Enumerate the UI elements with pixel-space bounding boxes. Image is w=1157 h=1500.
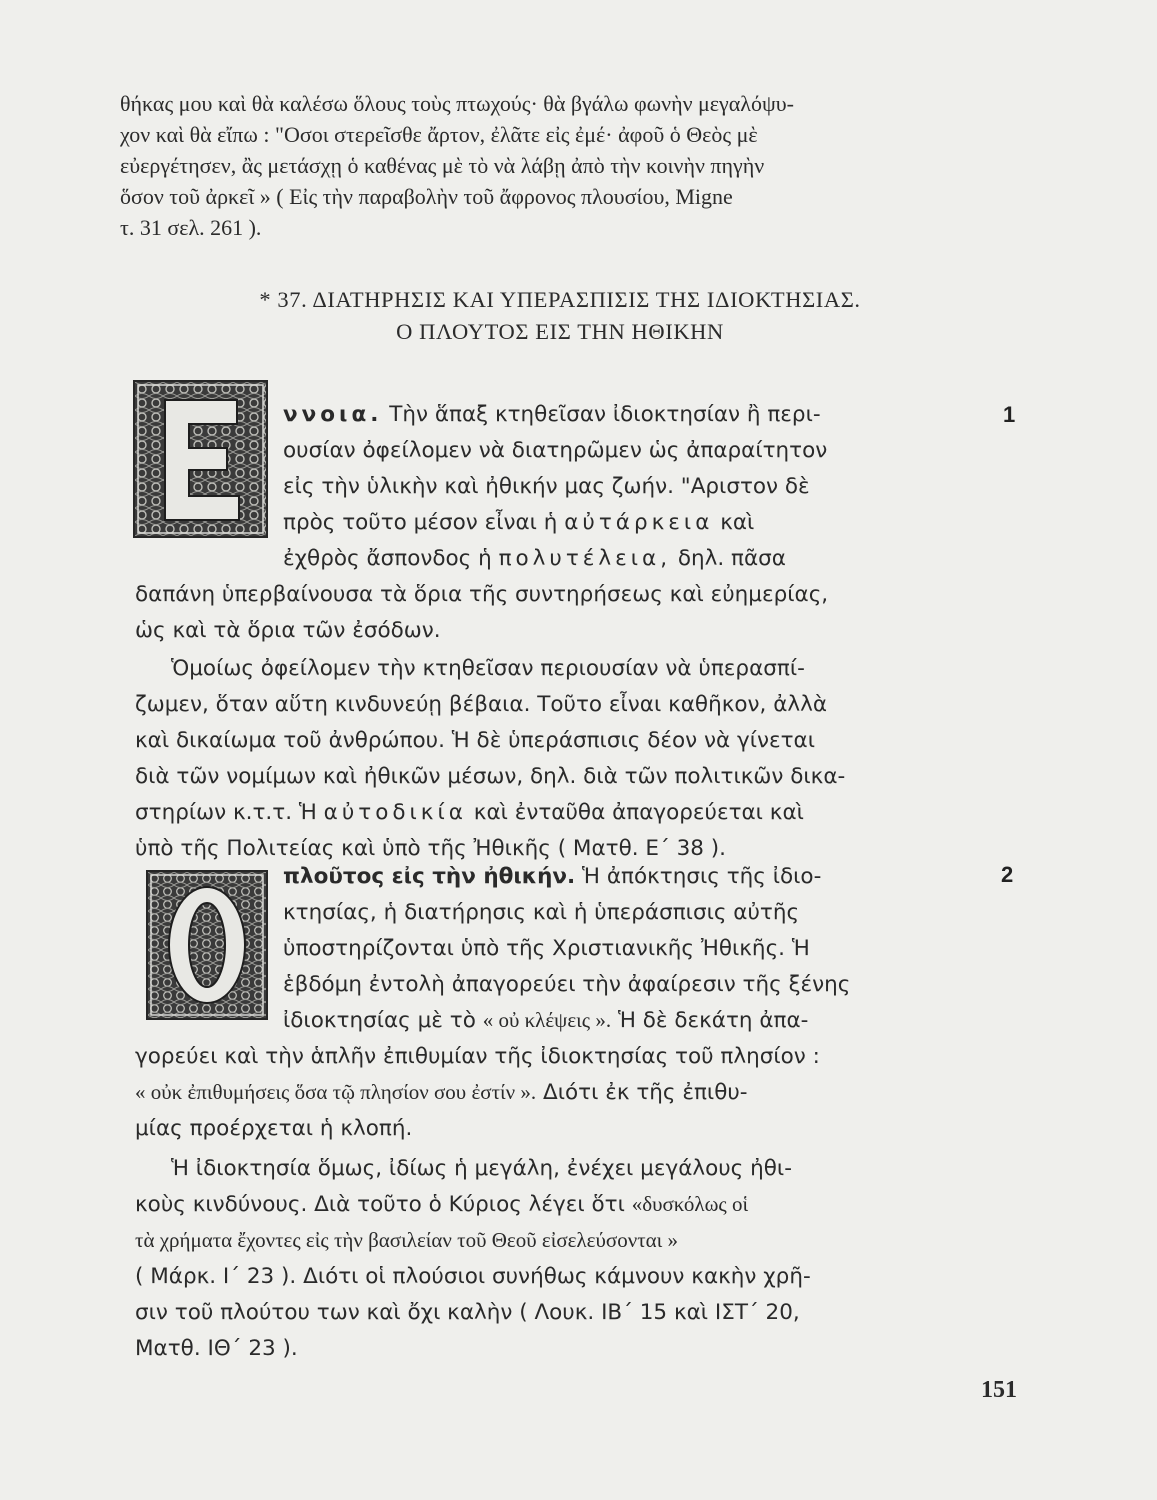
intro-line: ὅσον τοῦ ἀρκεῖ » ( Εἰς τὴν παραβολὴν τοῦ ἄφρονος πλουσίου, Migne	[120, 184, 733, 209]
para3-lead: πλοῦτος εἰς τὴν ἠθικήν.	[283, 864, 576, 889]
para3-line2: κτησίας, ἡ διατήρησις καὶ ἡ ὑπεράσπισις αὐτῆς	[283, 900, 800, 925]
dropcap-o-ornament	[146, 870, 268, 1020]
para4-line2	[135, 1192, 748, 1217]
para1-line6: δαπάνη ὑπερβαίνουσα τὰ ὅρια τῆς συντηρήσεως καὶ εὐημερίας,	[135, 582, 829, 607]
para1-line5-c: δηλ. πᾶσα	[671, 546, 786, 571]
page-number: 151	[981, 1377, 1017, 1403]
para3-line3: ὑποστηρίζονται ὑπὸ τῆς Χριστιανικῆς Ἠθικῆς. Ἡ	[283, 936, 810, 961]
para2-line6: ὑπὸ τῆς Πολιτείας καὶ ὑπὸ τῆς Ἠθικῆς ( Ματθ. Ε΄ 38 ).	[135, 836, 726, 861]
section-heading-line2: Ο ΠΛΟΥΤΟΣ ΕΙΣ ΤΗΝ ΗΘΙΚΗΝ	[396, 319, 724, 344]
margin-number-1: 1	[1003, 402, 1016, 427]
para2-line5-c: καὶ ἐνταῦθα ἀπαγορεύεται καὶ	[466, 800, 804, 825]
section-heading	[140, 284, 980, 348]
para3-line5-a: ἰδιοκτησίας μὲ τὸ	[283, 1008, 483, 1033]
intro-line: εὐεργέτησεν, ἂς μετάσχῃ ὁ καθένας μὲ τὸ νὰ λάβῃ ἀπὸ τὴν κοινὴν πηγὴν	[120, 153, 765, 178]
para1-line3: εἰς τὴν ὑλικὴν καὶ ἠθικήν μας ζωήν. "Αριστον δὲ	[283, 474, 810, 499]
para4-quote-start: «δυσκόλως οἱ	[631, 1192, 749, 1216]
para1-line7: ὡς καὶ τὰ ὅρια τῶν ἐσόδων.	[135, 618, 441, 643]
para3-line6: γορεύει καὶ τὴν ἁπλῆν ἐπιθυμίαν τῆς ἰδιοκτησίας τοῦ πλησίον :	[135, 1044, 820, 1069]
para4-line3: τὰ χρήματα ἔχοντες εἰς τὴν βασιλείαν τοῦ Θεοῦ εἰσελεύσονται »	[135, 1228, 679, 1252]
para1-line5-a: ἐχθρὸς ἄσπονδος ἡ	[283, 546, 499, 571]
para1-line1	[283, 402, 821, 427]
para1-lead: ννοια.	[283, 402, 383, 427]
dropcap-e-ornament	[133, 380, 268, 538]
para4-line4: ( Μάρκ. Ι΄ 23 ). Διότι οἱ πλούσιοι συνήθως κάμνουν κακὴν χρῆ-	[135, 1264, 811, 1289]
para4-line5: σιν τοῦ πλούτου των καὶ ὄχι καλὴν ( Λουκ. ΙΒ΄ 15 καὶ ΙΣΤ΄ 20,	[135, 1300, 800, 1325]
para3-line5-c: Ἡ δὲ δεκάτη ἀπα-	[611, 1008, 809, 1033]
para3-line8: μίας προέρχεται ἡ κλοπή.	[135, 1116, 413, 1141]
para2-line5-a: στηρίων κ.τ.τ. Ἡ	[135, 800, 324, 825]
margin-number-2: 2	[1001, 862, 1014, 887]
para2-line2: ζωμεν, ὅταν αὕτη κινδυνεύῃ βέβαια. Τοῦτο εἶναι καθῆκον, ἀλλὰ	[135, 692, 828, 717]
para3-quote: « οὐκ ἐπιθυμήσεις ὅσα τῷ πλησίον σου ἐστίν ».	[135, 1080, 537, 1104]
para3-line5	[283, 1008, 808, 1033]
para3-line7	[135, 1080, 748, 1105]
para4-line6: Ματθ. ΙΘ΄ 23 ).	[135, 1336, 298, 1361]
para3-ou-klepseis: « οὐ κλέψεις ».	[482, 1008, 612, 1032]
para3-line4: ἑβδόμη ἐντολὴ ἀπαγορεύει τὴν ἀφαίρεσιν τῆς ξένης	[283, 972, 851, 997]
para2-line1: Ὁμοίως ὀφείλομεν τὴν κτηθεῖσαν περιουσίαν νὰ ὑπερασπί-	[171, 656, 805, 681]
para1-line1-text: Τὴν ἅπαξ κτηθεῖσαν ἰδιοκτησίαν ἢ περι-	[382, 402, 821, 427]
para4-line1: Ἡ ἰδιοκτησία ὅμως, ἰδίως ἡ μεγάλη, ἐνέχει μεγάλους ἠθι-	[171, 1156, 792, 1181]
section-heading-line1: * 37. ΔΙΑΤΗΡΗΣΙΣ ΚΑΙ ΥΠΕΡΑΣΠΙΣΙΣ ΤΗΣ ΙΔΙΟΚΤΗΣΙΑΣ.	[259, 287, 861, 312]
para2-autodikia: αὐτοδικία	[323, 800, 467, 825]
para1-line4-a: πρὸς τοῦτο μέσον εἶναι ἡ	[283, 510, 565, 535]
para3-line7-b: Διότι ἐκ τῆς ἐπιθυ-	[536, 1080, 748, 1105]
para1-polyteleia: πολυτέλεια,	[498, 546, 672, 571]
intro-line: τ. 31 σελ. 261 ).	[120, 215, 262, 240]
para1-line2: ουσίαν ὀφείλομεν νὰ διατηρῶμεν ὡς ἀπαραίτητον	[283, 438, 828, 463]
intro-line: χον καὶ θὰ εἴπω : "Οσοι στερεῖσθε ἄρτον, ἐλᾶτε εἰς ἐμέ· ἀφοῦ ὁ Θεὸς μὲ	[120, 122, 758, 147]
para1-line4-c: καὶ	[713, 510, 755, 535]
para4-line2-a: κοὺς κινδύνους. Διὰ τοῦτο ὁ Κύριος λέγει ὅτι	[135, 1192, 632, 1217]
para1-line5	[283, 546, 786, 571]
para3-line1	[283, 864, 821, 889]
para1-line4	[283, 510, 754, 535]
intro-line: θήκας μου καὶ θὰ καλέσω ὅλους τοὺς πτωχούς· θὰ βγάλω φωνὴν μεγαλόψυ-	[120, 91, 794, 116]
para2-line4: διὰ τῶν νομίμων καὶ ἠθικῶν μέσων, δηλ. διὰ τῶν πολιτικῶν δικα-	[135, 764, 846, 789]
para3-line1-text: Ἡ ἀπόκτησις τῆς ἰδιο-	[575, 864, 822, 889]
para2-line3: καὶ δικαίωμα τοῦ ἀνθρώπου. Ἡ δὲ ὑπεράσπισις δέον νὰ γίνεται	[135, 728, 816, 753]
intro-paragraph	[120, 88, 980, 243]
para1-autarkeia: αὐτάρκεια	[564, 510, 714, 535]
para2-line5	[135, 800, 804, 825]
